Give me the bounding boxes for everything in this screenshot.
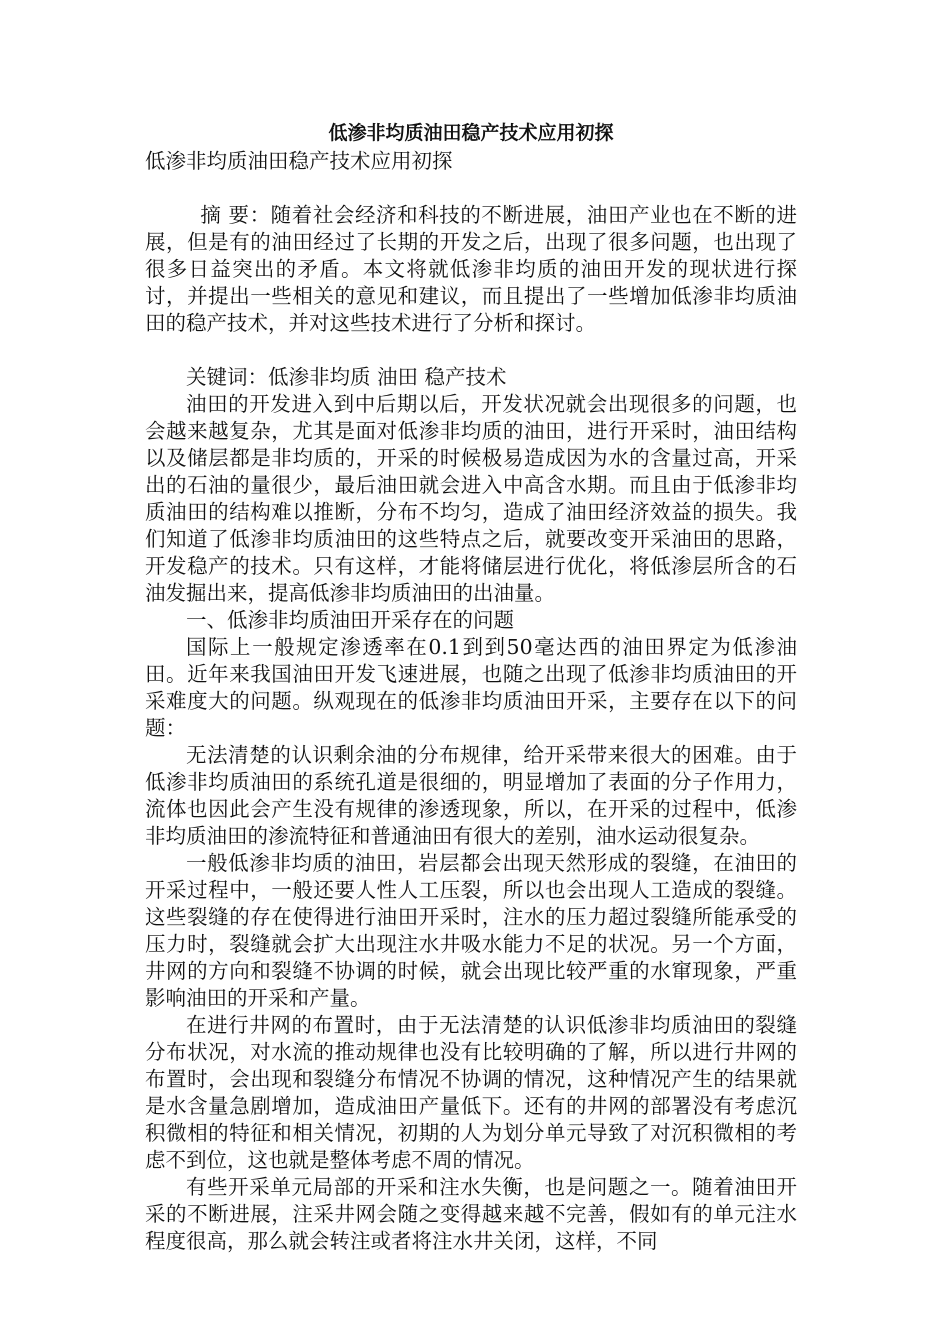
- body-paragraph: 油田的开发进入到中后期以后，开发状况就会出现很多的问题，也会越来越复杂，尤其是面对低渗非均质的油田，进行开采时，油田结构以及储层都是非均质的，开采的时候极易造成因为水的含量过高，开采出的石油的量很少，最后油田就会进入中高含水期。而且由于低渗非均质油田的结构难以推断，分布不均匀，造成了油田经济效益的损失。我们知道了低渗非均质油田的这些特点之后，就要改变开采油田的思路，开发稳产的技术。只有这样，才能将储层进行优化，将低渗层所含的石油发掘出来，提高低渗非均质油田的出油量。: [145, 392, 797, 605]
- body-paragraph: 一般低渗非均质的油田，岩层都会出现天然形成的裂缝，在油田的开采过程中，一般还要人性人工压裂，所以也会出现人工造成的裂缝。这些裂缝的存在使得进行油田开采时，注水的压力超过裂缝所能承受的压力时，裂缝就会扩大出现注水井吸水能力不足的状况。另一个方面，井网的方向和裂缝不协调的时候，就会出现比较严重的水窜现象，严重影响油田的开采和产量。: [145, 851, 797, 1010]
- document-subtitle: 低渗非均质油田稳产技术应用初探: [145, 149, 453, 173]
- body-paragraph: 无法清楚的认识剩余油的分布规律，给开采带来很大的困难。由于低渗非均质油田的系统孔道是很细的，明显增加了表面的分子作用力，流体也因此会产生没有规律的渗透现象，所以，在开采的过程中，低渗非均质油田的渗流特征和普通油田有很大的差别，油水运动很复杂。: [145, 743, 797, 848]
- keywords-line: 关键词：低渗非均质 油田 稳产技术: [186, 365, 507, 389]
- blank-line: [145, 337, 797, 364]
- document-title: 低渗非均质油田稳产技术应用初探: [328, 122, 614, 144]
- body-paragraph: 国际上一般规定渗透率在0.1到到50毫达西的油田界定为低渗油田。近年来我国油田开发飞速进展，也随之出现了低渗非均质油田的开采难度大的问题。纵观现在的低渗非均质油田开采，主要存在以下的问题：: [145, 635, 797, 740]
- blank-line: [145, 175, 797, 202]
- body-paragraph: 有些开采单元局部的开采和注水失衡，也是问题之一。随着油田开采的不断进展，注采井网会随之变得越来越不完善，假如有的单元注水程度很高，那么就会转注或者将注水井关闭，这样，不同: [145, 1175, 797, 1253]
- section-heading: 一、低渗非均质油田开采存在的问题: [186, 608, 514, 632]
- document-page: [145, 118, 797, 1255]
- abstract-paragraph: 摘 要：随着社会经济和科技的不断进展，油田产业也在不断的进展，但是有的油田经过了长期的开发之后，出现了很多问题，也出现了很多日益突出的矛盾。本文将就低渗非均质的油田开发的现状进行探讨，并提出一些相关的意见和建议，而且提出了一些增加低渗非均质油田的稳产技术，并对这些技术进行了分析和探讨。: [145, 203, 797, 335]
- body-paragraph: 在进行井网的布置时，由于无法清楚的认识低渗非均质油田的裂缝分布状况，对水流的推动规律也没有比较明确的了解，所以进行井网的布置时，会出现和裂缝分布情况不协调的情况，这种情况产生的结果就是水含量急剧增加，造成油田产量低下。还有的井网的部署没有考虑沉积微相的特征和相关情况，初期的人为划分单元导致了对沉积微相的考虑不到位，这也就是整体考虑不周的情况。: [145, 1013, 797, 1172]
